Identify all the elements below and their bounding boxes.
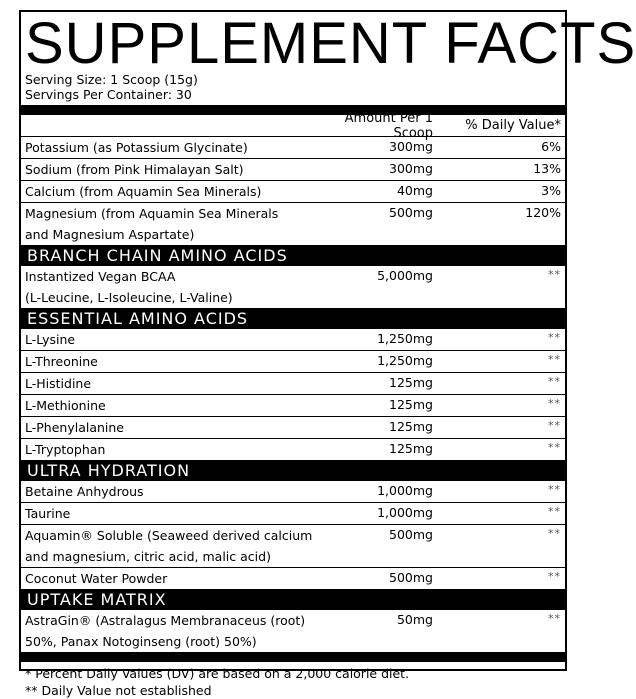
nutrient-name [21, 395, 361, 416]
nutrient-name-line: L-Threonine [25, 354, 98, 369]
nutrient-amount: 125mg [389, 419, 433, 434]
nutrient-name [21, 481, 361, 502]
footnote-line: * Percent Daily Values (DV) are based on a 2,000 calorie diet. [25, 666, 410, 681]
nutrient-name-line: Potassium (as Potassium Glycinate) [25, 140, 248, 155]
nutrient-row [21, 481, 565, 503]
nutrient-daily-value: ** [548, 483, 561, 496]
nutrient-amount: 5,000mg [377, 268, 433, 283]
column-header-row [21, 110, 565, 141]
nutrient-amount: 300mg [389, 161, 433, 176]
amount-column-header: Amount Per 1 Scoop [344, 110, 433, 141]
nutrient-daily-value: ** [548, 612, 561, 625]
nutrient-daily-value: ** [548, 419, 561, 432]
nutrient-daily-value: ** [548, 505, 561, 518]
nutrient-row [21, 329, 565, 351]
panel-title: SUPPLEMENT FACTS [25, 11, 636, 76]
nutrient-row [21, 417, 565, 439]
nutrient-name [21, 159, 361, 180]
nutrient-name [21, 351, 361, 372]
nutrient-daily-value: 13% [533, 161, 561, 176]
nutrient-name [21, 610, 361, 652]
nutrient-amount: 125mg [389, 441, 433, 456]
nutrient-name-line: Aquamin® Soluble (Seaweed derived calcium [25, 528, 313, 543]
nutrient-daily-value: 3% [541, 183, 561, 198]
nutrient-amount: 500mg [389, 570, 433, 585]
nutrient-amount: 1,000mg [377, 483, 433, 498]
nutrient-daily-value: 120% [525, 205, 561, 220]
nutrient-row [21, 266, 565, 309]
nutrient-name [21, 525, 361, 567]
nutrient-amount: 500mg [389, 527, 433, 542]
nutrient-name-line: Magnesium (from Aquamin Sea Minerals [25, 206, 279, 221]
section-header: ESSENTIAL AMINO ACIDS [21, 309, 565, 329]
nutrient-row [21, 503, 565, 525]
nutrient-row [21, 610, 565, 653]
nutrient-name [21, 439, 361, 460]
nutrient-row [21, 159, 565, 181]
section-header: BRANCH CHAIN AMINO ACIDS [21, 246, 565, 266]
bottom-thick-rule [21, 653, 565, 662]
servings-per-container: Servings Per Container: 30 [25, 87, 192, 102]
nutrient-row [21, 181, 565, 203]
nutrient-name-line: AstraGin® (Astralagus Membranaceus (root) [25, 613, 306, 628]
nutrient-daily-value: ** [548, 375, 561, 388]
nutrient-daily-value: ** [548, 527, 561, 540]
nutrient-amount: 1,250mg [377, 353, 433, 368]
nutrient-name [21, 203, 361, 245]
dv-column-header: % Daily Value* [465, 118, 561, 133]
nutrient-name-line: L-Methionine [25, 398, 106, 413]
nutrient-name-line: Betaine Anhydrous [25, 484, 144, 499]
nutrient-name-line: and Magnesium Aspartate) [25, 227, 195, 242]
nutrient-amount: 500mg [389, 205, 433, 220]
nutrient-row [21, 351, 565, 373]
nutrient-name-line: L-Histidine [25, 376, 92, 391]
nutrient-row [21, 568, 565, 590]
nutrient-name-line: L-Tryptophan [25, 442, 106, 457]
nutrient-daily-value: ** [548, 441, 561, 454]
nutrient-daily-value: ** [548, 331, 561, 344]
nutrient-name-line: Instantized Vegan BCAA [25, 269, 176, 284]
nutrient-amount: 125mg [389, 397, 433, 412]
nutrient-name-line: L-Lysine [25, 332, 76, 347]
nutrient-daily-value: ** [548, 570, 561, 583]
nutrient-name [21, 266, 361, 308]
nutrient-daily-value: ** [548, 268, 561, 281]
nutrient-name-line: Calcium (from Aquamin Sea Minerals) [25, 184, 262, 199]
nutrient-name [21, 568, 361, 589]
nutrient-amount: 40mg [396, 183, 433, 198]
nutrient-name-line: 50%, Panax Notoginseng (root) 50%) [25, 634, 257, 649]
serving-size: Serving Size: 1 Scoop (15g) [25, 72, 198, 87]
supplement-facts-panel [19, 10, 636, 698]
nutrient-name [21, 417, 361, 438]
nutrient-amount: 1,000mg [377, 505, 433, 520]
nutrient-row [21, 203, 565, 246]
nutrient-name [21, 373, 361, 394]
nutrient-name [21, 137, 361, 158]
nutrient-amount: 300mg [389, 139, 433, 154]
footnotes [21, 662, 565, 699]
nutrient-row [21, 137, 565, 159]
nutrient-name-line: Taurine [25, 506, 71, 521]
nutrient-name [21, 181, 361, 202]
nutrient-name-line: and magnesium, citric acid, malic acid) [25, 549, 271, 564]
nutrient-amount: 1,250mg [377, 331, 433, 346]
nutrient-name [21, 329, 361, 350]
nutrient-name-line: Sodium (from Pink Himalayan Salt) [25, 162, 244, 177]
nutrient-amount: 125mg [389, 375, 433, 390]
footnote-line: ** Daily Value not established [25, 683, 212, 698]
nutrient-name-line: Coconut Water Powder [25, 571, 168, 586]
section-header: UPTAKE MATRIX [21, 590, 565, 610]
nutrient-row [21, 395, 565, 417]
nutrient-daily-value: 6% [541, 139, 561, 154]
section-header: ULTRA HYDRATION [21, 461, 565, 481]
nutrient-amount: 50mg [396, 612, 433, 627]
nutrient-row [21, 439, 565, 461]
nutrient-row [21, 373, 565, 395]
nutrient-row [21, 525, 565, 568]
nutrient-daily-value: ** [548, 353, 561, 366]
nutrient-name [21, 503, 361, 524]
nutrient-name-line: (L-Leucine, L-Isoleucine, L-Valine) [25, 290, 233, 305]
facts-rows [21, 137, 565, 653]
nutrient-daily-value: ** [548, 397, 561, 410]
thick-rule [21, 105, 565, 115]
nutrient-name-line: L-Phenylalanine [25, 420, 124, 435]
